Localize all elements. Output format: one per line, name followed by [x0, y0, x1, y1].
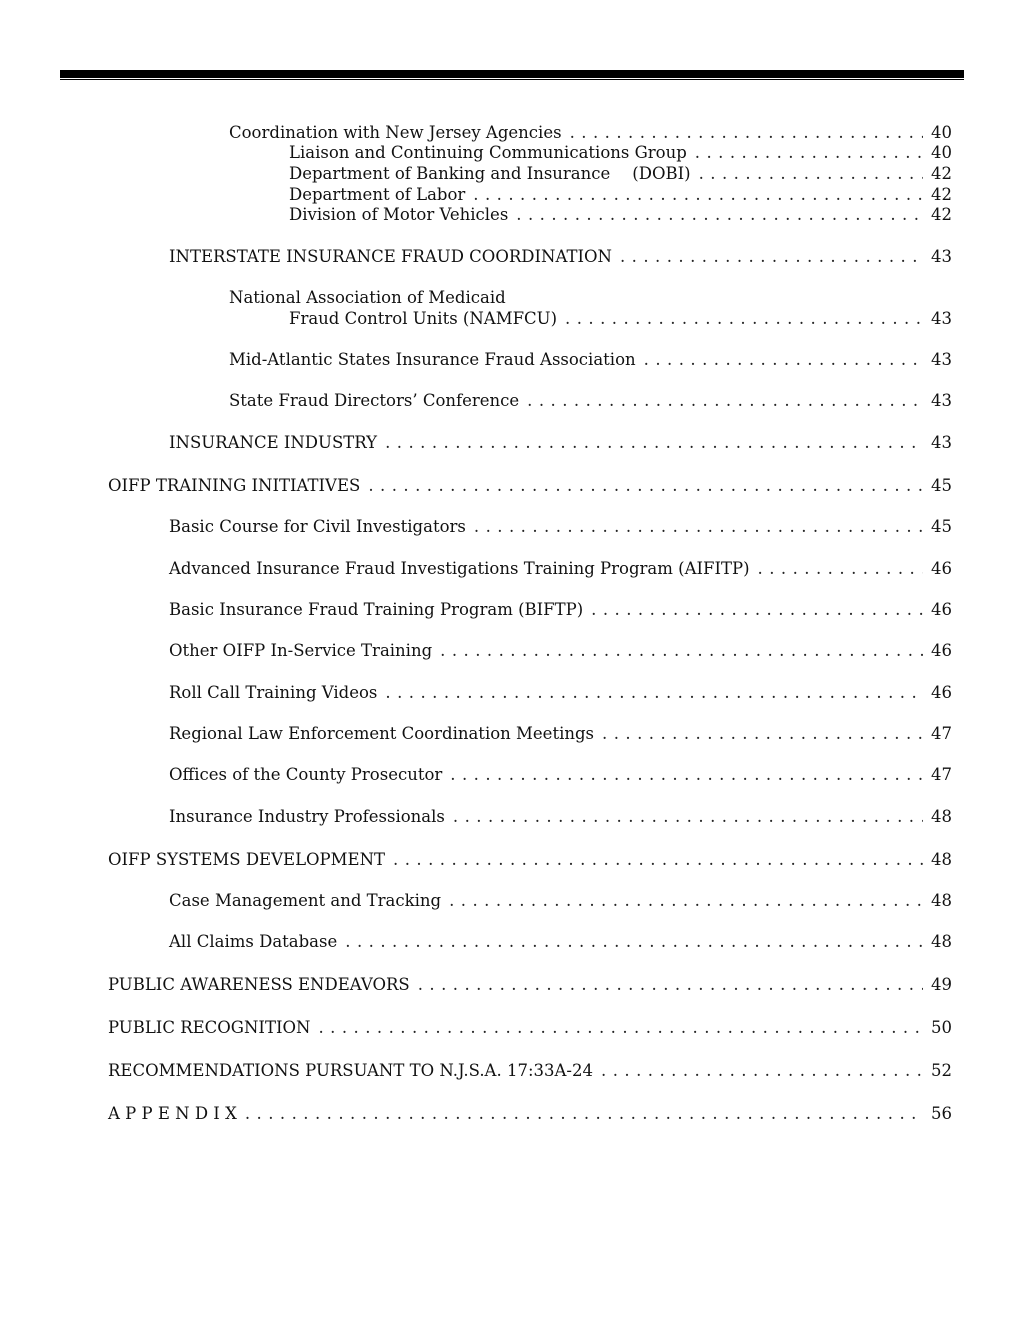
toc-entry-page: 47 — [931, 724, 952, 743]
toc-entry[interactable] — [289, 205, 952, 225]
toc-entry-page: 45 — [931, 476, 952, 495]
toc-entry-page: 40 — [931, 143, 952, 162]
dot-leader — [418, 975, 923, 995]
toc-entry-page: 42 — [931, 185, 952, 204]
toc-entry[interactable] — [169, 932, 952, 952]
toc-entry-title: Basic Insurance Fraud Training Program (BIFTP) — [169, 600, 584, 619]
toc-entry-page: 50 — [931, 1018, 952, 1037]
toc-entry-title: PUBLIC AWARENESS ENDEAVORS — [108, 975, 410, 994]
toc-entry[interactable] — [169, 517, 952, 537]
toc-entry-title — [289, 164, 691, 184]
toc-entry[interactable] — [169, 891, 952, 911]
toc-entry[interactable] — [169, 559, 952, 579]
toc-entry[interactable] — [229, 391, 952, 411]
dot-leader — [565, 309, 923, 329]
toc-entry-page: 46 — [931, 683, 952, 702]
toc-entry-page: 40 — [931, 123, 952, 142]
toc-entry-title: INTERSTATE INSURANCE FRAUD COORDINATION — [169, 247, 612, 266]
dot-leader — [644, 350, 923, 370]
toc-entry[interactable] — [289, 185, 952, 205]
toc-entry-title: Fraud Control Units (NAMFCU) — [289, 309, 558, 328]
toc-entry-title: OIFP TRAINING INITIATIVES — [108, 476, 361, 495]
toc-entry[interactable] — [169, 247, 952, 267]
toc-entry-title: Division of Motor Vehicles — [289, 205, 509, 224]
dot-leader — [620, 247, 923, 267]
toc-entry-title: Advanced Insurance Fraud Investigations Training Program (AIFITP) — [169, 559, 750, 578]
dot-leader — [449, 891, 923, 911]
toc-entry-title: RECOMMENDATIONS PURSUANT TO N.J.S.A. 17:33A-24 — [108, 1061, 594, 1080]
toc-entry[interactable] — [229, 123, 952, 143]
dot-leader — [527, 391, 923, 411]
toc-entry-title: Basic Course for Civil Investigators — [169, 517, 466, 536]
toc-entry-title-text: Department of Banking and Insurance — [289, 164, 611, 183]
dot-leader — [318, 1018, 923, 1038]
toc-entry-page: 43 — [931, 433, 952, 452]
toc-entry-title: A P P E N D I X — [108, 1104, 237, 1123]
toc-entry[interactable] — [108, 1018, 952, 1038]
toc-entry-title: Liaison and Continuing Communications Group — [289, 143, 687, 162]
toc-entry-title: Other OIFP In-Service Training — [169, 641, 433, 660]
toc-entry[interactable] — [108, 476, 952, 496]
dot-leader — [385, 683, 923, 703]
toc-entry-page: 43 — [931, 391, 952, 410]
toc-entry-page: 46 — [931, 641, 952, 660]
dot-leader — [758, 559, 923, 579]
toc-entry-page: 48 — [931, 932, 952, 951]
toc-entry-page: 49 — [931, 975, 952, 994]
toc-entry[interactable] — [229, 350, 952, 370]
toc-entry[interactable] — [169, 641, 952, 661]
toc-entry-page: 48 — [931, 891, 952, 910]
toc-entry-title: Insurance Industry Professionals — [169, 807, 445, 826]
toc-entry[interactable] — [169, 807, 952, 827]
toc-entry-page: 52 — [931, 1061, 952, 1080]
dot-leader — [474, 517, 923, 537]
dot-leader — [570, 123, 923, 143]
dot-leader — [393, 850, 923, 870]
dot-leader — [385, 433, 923, 453]
toc-entry[interactable] — [108, 1104, 952, 1124]
dot-leader — [440, 641, 923, 661]
toc-entry-page: 46 — [931, 559, 952, 578]
dot-leader — [368, 476, 923, 496]
dot-leader — [602, 724, 923, 744]
dot-leader — [450, 765, 923, 785]
toc-entry-page: 43 — [931, 350, 952, 369]
toc-entry[interactable] — [108, 1061, 952, 1081]
toc-entry-title: Regional Law Enforcement Coordination Meetings — [169, 724, 595, 743]
toc-entry-title: INSURANCE INDUSTRY — [169, 433, 378, 452]
toc-entry-page: 48 — [931, 850, 952, 869]
toc-entry-page: 46 — [931, 600, 952, 619]
dot-leader — [473, 185, 923, 205]
toc-entry-title: All Claims Database — [169, 932, 338, 951]
toc-entry-page: 42 — [931, 205, 952, 224]
toc-entry-page: 43 — [931, 247, 952, 266]
dot-leader — [245, 1104, 923, 1124]
toc-entry-title: Case Management and Tracking — [169, 891, 442, 910]
toc-entry[interactable] — [289, 164, 952, 184]
toc-entry-title: Department of Labor — [289, 185, 466, 204]
dot-leader — [591, 600, 923, 620]
toc-entry-title-suffix: (DOBI) — [632, 164, 691, 183]
toc-entry[interactable] — [108, 975, 952, 995]
toc-entry-title: Offices of the County Prosecutor — [169, 765, 443, 784]
toc-entry-page: 56 — [931, 1104, 952, 1123]
toc-entry[interactable] — [169, 433, 952, 453]
toc-entry[interactable] — [108, 850, 952, 870]
toc-entry-page: 47 — [931, 765, 952, 784]
toc-entry-page: 48 — [931, 807, 952, 826]
dot-leader — [699, 164, 923, 184]
toc-entry-title: Roll Call Training Videos — [169, 683, 378, 702]
toc-entry-page: 43 — [931, 309, 952, 328]
toc-entry-title: OIFP SYSTEMS DEVELOPMENT — [108, 850, 386, 869]
toc-entry[interactable] — [169, 600, 952, 620]
dot-leader — [516, 205, 923, 225]
toc-entry-title: State Fraud Directors’ Conference — [229, 391, 520, 410]
toc-entry-page: 45 — [931, 517, 952, 536]
dot-leader — [453, 807, 923, 827]
toc-entry[interactable] — [289, 143, 952, 163]
dot-leader — [695, 143, 923, 163]
toc-entry[interactable] — [169, 765, 952, 785]
toc-entry-title: PUBLIC RECOGNITION — [108, 1018, 311, 1037]
toc-entry-title: Mid-Atlantic States Insurance Fraud Association — [229, 350, 636, 369]
toc-entry-page: 42 — [931, 164, 952, 183]
toc-entry[interactable] — [289, 309, 952, 329]
toc-entry-title: Coordination with New Jersey Agencies — [229, 123, 562, 142]
toc-entry[interactable] — [169, 683, 952, 703]
toc-entry[interactable] — [169, 724, 952, 744]
dot-leader — [601, 1061, 923, 1081]
dot-leader — [345, 932, 923, 952]
toc-entry-title-line[interactable]: National Association of Medicaid — [229, 288, 506, 307]
